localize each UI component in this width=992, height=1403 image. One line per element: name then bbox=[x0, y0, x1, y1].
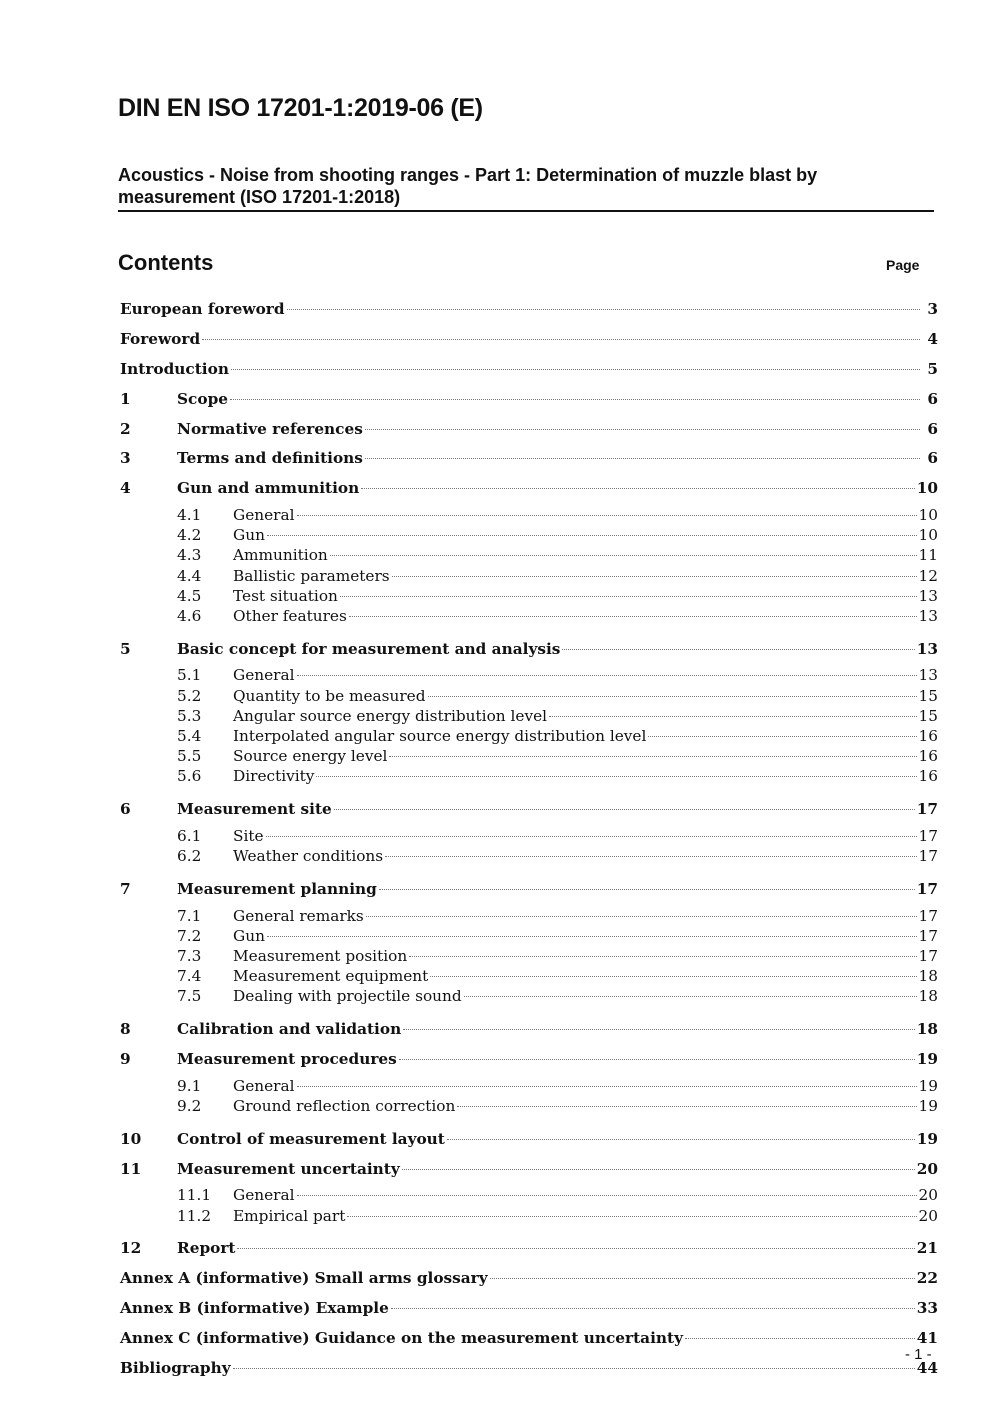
toc-entry-section-8[interactable] bbox=[120, 1016, 938, 1046]
toc-entry-number: 5.2 bbox=[177, 686, 202, 705]
toc-entry-section-7[interactable] bbox=[120, 876, 938, 906]
toc-entry-number: 8 bbox=[120, 1019, 131, 1038]
toc-entry-number: 5 bbox=[120, 639, 131, 658]
dot-leader bbox=[366, 916, 917, 917]
toc-entry-title: Ballistic parameters bbox=[233, 566, 390, 585]
dot-leader bbox=[409, 956, 916, 957]
dot-leader bbox=[297, 515, 917, 516]
toc-entry-number: 4.4 bbox=[177, 566, 202, 585]
toc-entry-page: 5 bbox=[927, 359, 938, 378]
toc-entry-page: 19 bbox=[918, 1076, 938, 1095]
document-subtitle: Acoustics - Noise from shooting ranges - Part 1: Determination of muzzle blast by measurement (ISO 17201-1:2018) bbox=[118, 165, 818, 207]
toc-entry-title: Normative references bbox=[177, 419, 363, 438]
dot-leader bbox=[230, 399, 920, 400]
toc-entry-section-5-6[interactable] bbox=[120, 766, 938, 786]
toc-entry-page: 13 bbox=[918, 666, 938, 685]
toc-entry-page: 21 bbox=[916, 1239, 938, 1258]
toc-entry-number: 6.2 bbox=[177, 846, 202, 865]
toc-entry-annex-a[interactable] bbox=[120, 1265, 938, 1295]
toc-entry-title: Gun and ammunition bbox=[177, 479, 360, 498]
dot-leader bbox=[233, 1368, 915, 1369]
toc-entry-title: Test situation bbox=[233, 586, 338, 605]
toc-entry-title: Measurement equipment bbox=[233, 966, 429, 985]
dot-leader bbox=[392, 576, 917, 577]
dot-leader bbox=[457, 1106, 916, 1107]
toc-entry-number: 9.2 bbox=[177, 1096, 202, 1115]
toc-entry-section-11[interactable] bbox=[120, 1156, 938, 1186]
dot-leader bbox=[297, 1195, 917, 1196]
toc-entry-title: Measurement site bbox=[177, 799, 332, 818]
toc-entry-section-4-5[interactable] bbox=[120, 586, 938, 606]
toc-entry-title: Annex B (informative) Example bbox=[120, 1299, 389, 1318]
toc-entry-section-4-4[interactable] bbox=[120, 566, 938, 586]
toc-entry-section-1[interactable] bbox=[120, 386, 938, 416]
dot-leader bbox=[365, 429, 920, 430]
toc-entry-title: Scope bbox=[177, 389, 228, 408]
toc-entry-section-2[interactable] bbox=[120, 416, 938, 446]
toc-entry-section-12[interactable] bbox=[120, 1235, 938, 1265]
toc-entry-number: 11 bbox=[120, 1159, 142, 1178]
toc-entry-page: 16 bbox=[918, 726, 938, 745]
toc-entry-page: 18 bbox=[916, 1019, 938, 1038]
dot-leader bbox=[349, 616, 917, 617]
toc-entry-page: 20 bbox=[918, 1186, 938, 1205]
toc-entry-page: 6 bbox=[927, 419, 938, 438]
toc-entry-number: 4 bbox=[120, 479, 131, 498]
toc-entry-section-5-4[interactable] bbox=[120, 726, 938, 746]
dot-leader bbox=[267, 535, 917, 536]
dot-leader bbox=[340, 596, 917, 597]
dot-leader bbox=[549, 716, 917, 717]
page-number: - 1 - bbox=[905, 1346, 932, 1363]
toc-entry-title: Calibration and validation bbox=[177, 1019, 402, 1038]
toc-entry-section-7-1[interactable] bbox=[120, 906, 938, 926]
toc-entry-section-5-2[interactable] bbox=[120, 686, 938, 706]
dot-leader bbox=[389, 756, 916, 757]
toc-entry-page: 22 bbox=[916, 1269, 938, 1288]
toc-entry-page: 16 bbox=[918, 766, 938, 785]
toc-entry-section-7-2[interactable] bbox=[120, 926, 938, 946]
toc-entry-section-9-1[interactable] bbox=[120, 1076, 938, 1096]
toc-entry-section-5-3[interactable] bbox=[120, 706, 938, 726]
dot-leader bbox=[231, 369, 920, 370]
toc-entry-title: Terms and definitions bbox=[177, 449, 363, 468]
toc-entry-number: 5.3 bbox=[177, 706, 202, 725]
toc-entry-page: 10 bbox=[918, 506, 938, 525]
toc-entry-page: 41 bbox=[916, 1329, 938, 1348]
toc-entry-number: 6.1 bbox=[177, 826, 202, 845]
toc-entry-page: 13 bbox=[918, 606, 938, 625]
toc-entry-page: 20 bbox=[918, 1206, 938, 1225]
toc-entry-page: 4 bbox=[927, 329, 938, 348]
toc-entry-annex-c[interactable] bbox=[120, 1325, 938, 1355]
toc-entry-page: 6 bbox=[927, 449, 938, 468]
toc-entry-page: 10 bbox=[918, 526, 938, 545]
toc-entry-number: 4.5 bbox=[177, 586, 202, 605]
toc-entry-number: 6 bbox=[120, 799, 131, 818]
toc-entry-page: 19 bbox=[918, 1096, 938, 1115]
toc-entry-number: 7.3 bbox=[177, 946, 202, 965]
contents-heading: Contents bbox=[118, 250, 214, 275]
toc-entry-page: 12 bbox=[918, 566, 938, 585]
dot-leader bbox=[297, 1086, 917, 1087]
dot-leader bbox=[391, 1308, 915, 1309]
dot-leader bbox=[685, 1338, 915, 1339]
toc-entry-section-4-6[interactable] bbox=[120, 606, 938, 626]
toc-entry-page: 3 bbox=[927, 300, 938, 318]
dot-leader bbox=[447, 1139, 915, 1140]
toc-entry-number: 9.1 bbox=[177, 1076, 202, 1095]
toc-entry-page: 17 bbox=[916, 879, 938, 898]
toc-entry-title: Gun bbox=[233, 926, 265, 945]
toc-entry-section-5[interactable] bbox=[120, 636, 938, 666]
dot-leader bbox=[334, 809, 915, 810]
toc-entry-section-3[interactable] bbox=[120, 445, 938, 475]
toc-entry-page: 17 bbox=[918, 946, 938, 965]
dot-leader bbox=[379, 889, 915, 890]
toc-entry-section-9-2[interactable] bbox=[120, 1096, 938, 1116]
toc-entry-number: 5.5 bbox=[177, 746, 202, 765]
toc-entry-number: 12 bbox=[120, 1239, 142, 1258]
toc-entry-page: 11 bbox=[918, 546, 938, 565]
toc-entry-page: 6 bbox=[927, 389, 938, 408]
toc-entry-title: Measurement procedures bbox=[177, 1049, 397, 1068]
toc-entry-title: Source energy level bbox=[233, 746, 388, 765]
toc-entry-number: 7.2 bbox=[177, 926, 202, 945]
toc-entry-page: 20 bbox=[916, 1159, 938, 1178]
toc-entry-number: 4.2 bbox=[177, 526, 202, 545]
page-column-label: Page bbox=[886, 257, 920, 273]
toc-entry-title: Measurement planning bbox=[177, 879, 377, 898]
dot-leader bbox=[464, 996, 917, 997]
toc-entry-page: 44 bbox=[916, 1358, 938, 1377]
toc-entry-section-11-1[interactable] bbox=[120, 1185, 938, 1205]
toc-entry-title: General remarks bbox=[233, 906, 364, 925]
toc-entry-bibliography[interactable] bbox=[120, 1355, 938, 1385]
toc-entry-foreword[interactable] bbox=[120, 326, 938, 356]
toc-entry-section-6-2[interactable] bbox=[120, 846, 938, 866]
dot-leader bbox=[287, 309, 920, 310]
toc-entry-title: Basic concept for measurement and analysis bbox=[177, 639, 561, 658]
toc-entry-number: 5.1 bbox=[177, 666, 202, 685]
toc-entry-title: Bibliography bbox=[120, 1358, 231, 1377]
toc-entry-number: 2 bbox=[120, 419, 131, 438]
toc-entry-title: Ammunition bbox=[233, 546, 328, 565]
toc-entry-section-4-1[interactable] bbox=[120, 505, 938, 525]
toc-entry-number: 4.6 bbox=[177, 606, 202, 625]
dot-leader bbox=[267, 936, 917, 937]
dot-leader bbox=[399, 1059, 915, 1060]
toc-entry-page: 33 bbox=[916, 1299, 938, 1318]
toc-entry-title: Angular source energy distribution level bbox=[233, 706, 548, 725]
toc-entry-number: 7.1 bbox=[177, 906, 202, 925]
toc-entry-annex-b[interactable] bbox=[120, 1295, 938, 1325]
toc-entry-section-7-3[interactable] bbox=[120, 946, 938, 966]
toc-entry-number: 3 bbox=[120, 449, 131, 468]
toc-entry-page: 18 bbox=[918, 966, 938, 985]
toc-entry-title: Weather conditions bbox=[233, 846, 384, 865]
dot-leader bbox=[648, 736, 916, 737]
toc-entry-number: 9 bbox=[120, 1049, 131, 1068]
toc-entry-section-4-2[interactable] bbox=[120, 525, 938, 545]
toc-entry-title: European foreword bbox=[120, 300, 285, 318]
toc-entry-page: 10 bbox=[916, 479, 938, 498]
toc-entry-page: 16 bbox=[918, 746, 938, 765]
toc-entry-page: 17 bbox=[918, 906, 938, 925]
dot-leader bbox=[361, 488, 914, 489]
dot-leader bbox=[297, 675, 917, 676]
dot-leader bbox=[490, 1278, 915, 1279]
toc-entry-page: 19 bbox=[916, 1129, 938, 1148]
toc-entry-title: Annex A (informative) Small arms glossary bbox=[120, 1269, 488, 1288]
toc-entry-page: 17 bbox=[916, 799, 938, 818]
toc-entry-title: Annex C (informative) Guidance on the measurement uncertainty bbox=[120, 1329, 683, 1348]
toc-entry-page: 13 bbox=[918, 586, 938, 605]
toc-entry-title: Quantity to be measured bbox=[233, 686, 426, 705]
toc-entry-title: Dealing with projectile sound bbox=[233, 986, 462, 1005]
toc-entry-number: 5.4 bbox=[177, 726, 202, 745]
toc-entry-number: 4.3 bbox=[177, 546, 202, 565]
toc-entry-title: Introduction bbox=[120, 359, 229, 378]
toc-entry-section-6-1[interactable] bbox=[120, 826, 938, 846]
dot-leader bbox=[365, 458, 920, 459]
dot-leader bbox=[402, 1169, 915, 1170]
toc-entry-section-7-5[interactable] bbox=[120, 986, 938, 1006]
toc-entry-section-10[interactable] bbox=[120, 1126, 938, 1156]
toc-entry-section-7-4[interactable] bbox=[120, 966, 938, 986]
toc-entry-section-5-5[interactable] bbox=[120, 746, 938, 766]
toc-entry-title: Control of measurement layout bbox=[177, 1129, 445, 1148]
toc-entry-european-foreword[interactable] bbox=[120, 296, 938, 326]
toc-entry-page: 17 bbox=[918, 846, 938, 865]
toc-entry-section-4[interactable] bbox=[120, 475, 938, 505]
toc-entry-page: 15 bbox=[918, 686, 938, 705]
toc-entry-number: 11.2 bbox=[177, 1206, 212, 1225]
toc-entry-section-5-1[interactable] bbox=[120, 665, 938, 685]
toc-entry-title: General bbox=[233, 1186, 295, 1205]
toc-entry-title: General bbox=[233, 666, 295, 685]
table-of-contents bbox=[120, 296, 938, 1385]
dot-leader bbox=[430, 976, 916, 977]
toc-entry-number: 4.1 bbox=[177, 506, 202, 525]
toc-entry-section-9[interactable] bbox=[120, 1046, 938, 1076]
toc-entry-title: Ground reflection correction bbox=[233, 1096, 456, 1115]
toc-entry-title: Interpolated angular source energy distribution level bbox=[233, 726, 647, 745]
toc-entry-page: 17 bbox=[918, 926, 938, 945]
title-divider bbox=[118, 210, 934, 212]
toc-entry-title: Foreword bbox=[120, 329, 201, 348]
toc-entry-page: 17 bbox=[918, 826, 938, 845]
toc-entry-introduction[interactable] bbox=[120, 356, 938, 386]
dot-leader bbox=[562, 649, 914, 650]
toc-entry-number: 11.1 bbox=[177, 1186, 212, 1205]
toc-entry-title: General bbox=[233, 506, 295, 525]
dot-leader bbox=[385, 856, 916, 857]
toc-entry-title: Measurement uncertainty bbox=[177, 1159, 400, 1178]
toc-entry-title: Directivity bbox=[233, 766, 315, 785]
toc-entry-number: 7.5 bbox=[177, 986, 202, 1005]
toc-entry-section-11-2[interactable] bbox=[120, 1206, 938, 1226]
toc-entry-title: Site bbox=[233, 826, 264, 845]
toc-entry-page: 19 bbox=[916, 1049, 938, 1068]
toc-entry-number: 7 bbox=[120, 879, 131, 898]
dot-leader bbox=[330, 555, 917, 556]
dot-leader bbox=[428, 696, 917, 697]
toc-entry-title: Measurement position bbox=[233, 946, 408, 965]
dot-leader bbox=[403, 1029, 915, 1030]
toc-entry-number: 10 bbox=[120, 1129, 142, 1148]
dot-leader bbox=[316, 776, 916, 777]
toc-entry-number: 7.4 bbox=[177, 966, 202, 985]
dot-leader bbox=[202, 339, 920, 340]
toc-entry-title: General bbox=[233, 1076, 295, 1095]
toc-entry-number: 1 bbox=[120, 389, 131, 408]
dot-leader bbox=[237, 1248, 914, 1249]
toc-entry-section-6[interactable] bbox=[120, 796, 938, 826]
toc-entry-title: Gun bbox=[233, 526, 265, 545]
document-title: DIN EN ISO 17201-1:2019-06 (E) bbox=[118, 94, 483, 122]
dot-leader bbox=[347, 1216, 916, 1217]
toc-entry-section-4-3[interactable] bbox=[120, 545, 938, 565]
toc-entry-number: 5.6 bbox=[177, 766, 202, 785]
toc-entry-title: Empirical part bbox=[233, 1206, 346, 1225]
toc-entry-page: 18 bbox=[918, 986, 938, 1005]
toc-entry-title: Other features bbox=[233, 606, 347, 625]
dot-leader bbox=[266, 836, 917, 837]
toc-entry-title: Report bbox=[177, 1239, 236, 1258]
toc-entry-page: 15 bbox=[918, 706, 938, 725]
toc-entry-page: 13 bbox=[916, 639, 938, 658]
